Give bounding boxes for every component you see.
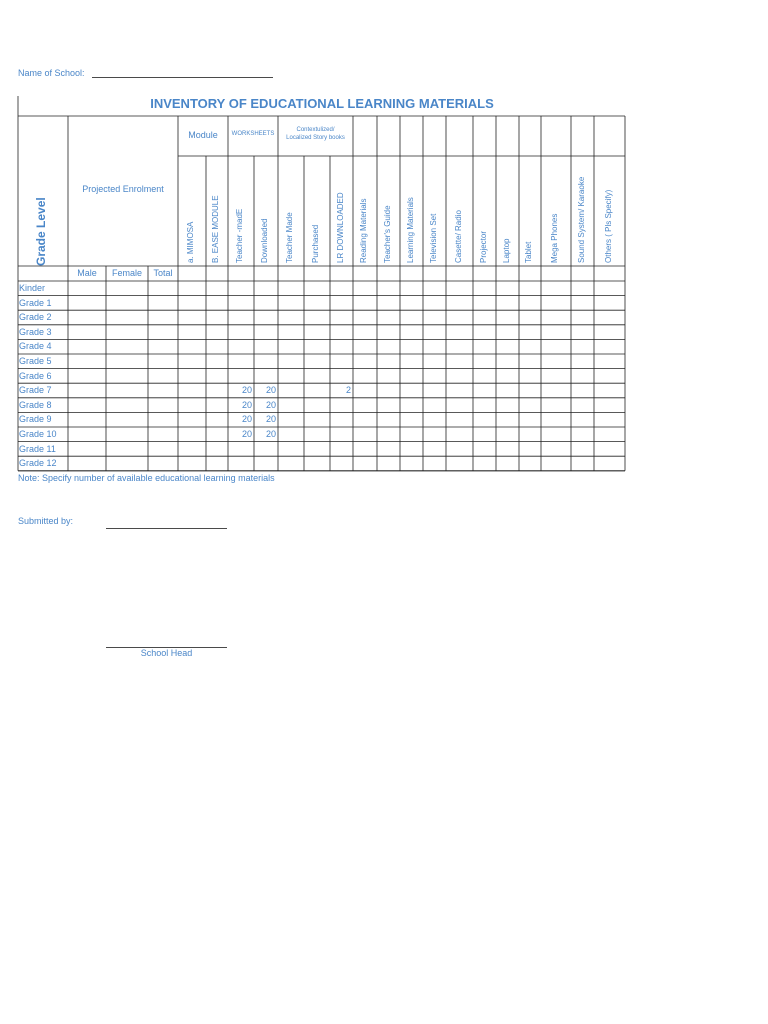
- cell-value-teacher-made[interactable]: 20: [241, 414, 252, 425]
- column-label: Others ( Pls Specify): [604, 189, 613, 263]
- grade-row-label: Grade 7: [19, 385, 52, 396]
- note-text: Note: Specify number of available educational learning materials: [18, 473, 275, 483]
- grade-row-label: Grade 6: [19, 370, 52, 381]
- column-label: Projector: [479, 230, 488, 263]
- projected-enrolment-header: Projected Enrolment: [82, 184, 164, 194]
- cell-value-downloaded[interactable]: 20: [265, 399, 276, 410]
- school-head-label: School Head: [140, 648, 193, 658]
- column-label: Laptop: [502, 238, 511, 263]
- cell-value-lr-downloaded[interactable]: 2: [345, 385, 351, 396]
- column-label: Mega Phones: [550, 213, 559, 263]
- contextualized-line-2: Localized Story books: [286, 135, 345, 141]
- column-label: LR DOWNLOADED: [336, 192, 345, 263]
- grade-row-label: Grade 11: [19, 443, 56, 454]
- cell-value-downloaded[interactable]: 20: [265, 429, 276, 439]
- submitted-by-label: Submitted by:: [18, 516, 74, 526]
- column-label: Downloaded: [260, 218, 269, 263]
- cell-value-downloaded[interactable]: 20: [265, 414, 276, 425]
- column-label: Purchased: [311, 224, 320, 263]
- cell-value-downloaded[interactable]: 20: [265, 385, 276, 396]
- grade-row-label: Grade 12: [19, 458, 57, 469]
- grade-row-label: Kinder: [19, 283, 46, 293]
- grade-row-label: Grade 8: [19, 399, 52, 410]
- column-label: Learning Materials: [406, 197, 415, 263]
- cell-value-teacher-made[interactable]: 20: [241, 385, 252, 396]
- grade-row-label: Grade 9: [19, 414, 52, 425]
- school-name-label: Name of School:: [18, 68, 85, 78]
- female-header: Female: [111, 268, 142, 278]
- cell-value-teacher-made[interactable]: 20: [241, 429, 252, 439]
- male-header: Male: [77, 268, 97, 278]
- cell-value-teacher-made[interactable]: 20: [241, 399, 252, 410]
- column-label: Teacher Made: [285, 212, 294, 263]
- grade-row-label: Grade 5: [19, 356, 52, 366]
- column-label: Teacher -madE: [235, 208, 244, 263]
- total-header: Total: [153, 268, 173, 278]
- grade-row-label: Grade 10: [19, 429, 57, 439]
- module-header: Module: [188, 130, 218, 140]
- column-label: B. EASE MODULE: [211, 195, 220, 263]
- worksheets-header: WORKSHEETS: [231, 131, 275, 137]
- column-label: Casette/ Radio: [454, 210, 463, 263]
- grade-row-label: Grade 3: [19, 326, 52, 337]
- column-label: Reading Materials: [359, 198, 368, 263]
- submitted-by-signature-line[interactable]: [106, 518, 227, 529]
- contextualized-header: [278, 126, 353, 142]
- column-label: Tablet: [524, 241, 533, 263]
- grade-row-label: Grade 1: [19, 297, 52, 308]
- column-label: Sound System/ Karaoke: [577, 176, 586, 263]
- column-label: Television Set: [429, 213, 438, 263]
- column-label: a. MIMOSA: [186, 221, 195, 263]
- school-head-signature-line[interactable]: [106, 637, 227, 648]
- table-title: INVENTORY OF EDUCATIONAL LEARNING MATERIALS: [150, 96, 494, 111]
- grade-level-header: Grade Level: [34, 197, 48, 266]
- grade-row-label: Grade 2: [19, 312, 52, 323]
- grade-row-label: Grade 4: [19, 341, 52, 352]
- contextualized-line-1: Contextulized/: [296, 127, 335, 133]
- column-label: Teacher's Guide: [383, 205, 392, 263]
